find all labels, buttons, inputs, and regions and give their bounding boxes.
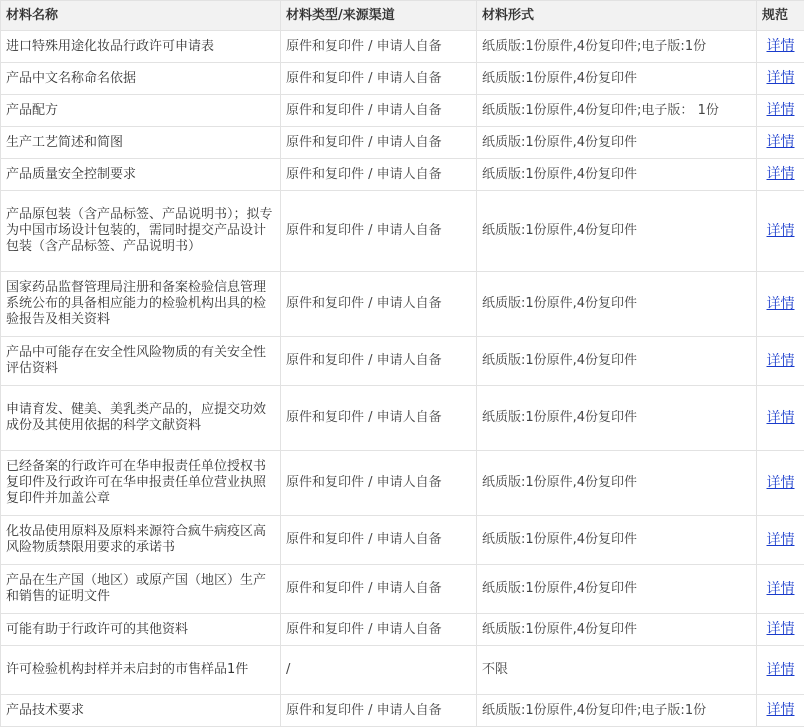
material-name: 产品技术要求	[1, 695, 281, 727]
material-name: 化妆品使用原料及原料来源符合疯牛病疫区高风险物质禁限用要求的承诺书	[1, 516, 281, 565]
material-form: 纸质版:1份原件,4份复印件;电子版： 1份	[477, 95, 757, 127]
table-row	[1, 451, 804, 516]
table-row	[1, 159, 804, 191]
material-form: 纸质版:1份原件,4份复印件	[477, 191, 757, 272]
spec-cell	[757, 272, 804, 337]
detail-link[interactable]: 详情	[767, 102, 795, 118]
table-row	[1, 646, 804, 695]
spec-cell	[757, 159, 804, 191]
spec-cell	[757, 516, 804, 565]
table-body	[1, 31, 804, 727]
material-form: 纸质版:1份原件,4份复印件	[477, 565, 757, 614]
material-type: /	[281, 646, 477, 695]
material-name: 申请育发、健美、美乳类产品的，应提交功效成份及其使用依据的科学文献资料	[1, 386, 281, 451]
detail-link[interactable]: 详情	[767, 353, 795, 369]
material-name: 产品中可能存在安全性风险物质的有关安全性评估资料	[1, 337, 281, 386]
material-type: 原件和复印件 / 申请人自备	[281, 159, 477, 191]
spec-cell	[757, 127, 804, 159]
material-name: 可能有助于行政许可的其他资料	[1, 614, 281, 646]
header-material-type: 材料类型/来源渠道	[281, 1, 477, 31]
table-row	[1, 272, 804, 337]
detail-link[interactable]: 详情	[767, 134, 795, 150]
spec-cell	[757, 646, 804, 695]
spec-cell	[757, 191, 804, 272]
material-name: 产品在生产国（地区）或原产国（地区）生产和销售的证明文件	[1, 565, 281, 614]
header-row	[1, 1, 804, 31]
material-type: 原件和复印件 / 申请人自备	[281, 31, 477, 63]
material-name: 生产工艺简述和简图	[1, 127, 281, 159]
material-type: 原件和复印件 / 申请人自备	[281, 95, 477, 127]
material-form: 纸质版:1份原件,4份复印件	[477, 63, 757, 95]
header-material-form: 材料形式	[477, 1, 757, 31]
material-name: 产品中文名称命名依据	[1, 63, 281, 95]
table-header	[1, 1, 804, 31]
detail-link[interactable]: 详情	[767, 296, 795, 312]
material-type: 原件和复印件 / 申请人自备	[281, 63, 477, 95]
material-type: 原件和复印件 / 申请人自备	[281, 272, 477, 337]
detail-link[interactable]: 详情	[767, 223, 795, 239]
material-type: 原件和复印件 / 申请人自备	[281, 516, 477, 565]
material-name: 国家药品监督管理局注册和备案检验信息管理系统公布的具备相应能力的检验机构出具的检验报告及相关资料	[1, 272, 281, 337]
detail-link[interactable]: 详情	[767, 70, 795, 86]
table-row	[1, 127, 804, 159]
material-name: 许可检验机构封样并未启封的市售样品1件	[1, 646, 281, 695]
table-row	[1, 63, 804, 95]
header-spec: 规范	[757, 1, 804, 31]
table-row	[1, 191, 804, 272]
table-row	[1, 695, 804, 727]
material-type: 原件和复印件 / 申请人自备	[281, 127, 477, 159]
material-type: 原件和复印件 / 申请人自备	[281, 614, 477, 646]
material-form: 纸质版:1份原件,4份复印件	[477, 386, 757, 451]
material-name: 产品质量安全控制要求	[1, 159, 281, 191]
spec-cell	[757, 695, 804, 727]
material-form: 纸质版:1份原件,4份复印件	[477, 614, 757, 646]
material-type: 原件和复印件 / 申请人自备	[281, 191, 477, 272]
material-form: 纸质版:1份原件,4份复印件	[477, 451, 757, 516]
material-form: 纸质版:1份原件,4份复印件	[477, 272, 757, 337]
detail-link[interactable]: 详情	[767, 38, 795, 54]
material-name: 进口特殊用途化妆品行政许可申请表	[1, 31, 281, 63]
material-type: 原件和复印件 / 申请人自备	[281, 451, 477, 516]
material-type: 原件和复印件 / 申请人自备	[281, 337, 477, 386]
detail-link[interactable]: 详情	[767, 410, 795, 426]
spec-cell	[757, 31, 804, 63]
material-form: 纸质版:1份原件,4份复印件	[477, 127, 757, 159]
spec-cell	[757, 337, 804, 386]
detail-link[interactable]: 详情	[767, 662, 795, 678]
material-form: 纸质版:1份原件,4份复印件	[477, 516, 757, 565]
spec-cell	[757, 95, 804, 127]
table-row	[1, 565, 804, 614]
material-type: 原件和复印件 / 申请人自备	[281, 695, 477, 727]
material-type: 原件和复印件 / 申请人自备	[281, 565, 477, 614]
table-row	[1, 337, 804, 386]
material-type: 原件和复印件 / 申请人自备	[281, 386, 477, 451]
spec-cell	[757, 565, 804, 614]
material-name: 已经备案的行政许可在华申报责任单位授权书复印件及行政许可在华申报责任单位营业执照复印件并加盖公章	[1, 451, 281, 516]
material-form: 纸质版:1份原件,4份复印件	[477, 337, 757, 386]
spec-cell	[757, 63, 804, 95]
detail-link[interactable]: 详情	[767, 532, 795, 548]
material-form: 纸质版:1份原件,4份复印件;电子版:1份	[477, 695, 757, 727]
detail-link[interactable]: 详情	[767, 581, 795, 597]
material-name: 产品原包装（含产品标签、产品说明书）；拟专为中国市场设计包装的，需同时提交产品设计包装（含产品标签、产品说明书）	[1, 191, 281, 272]
material-form: 纸质版:1份原件,4份复印件;电子版:1份	[477, 31, 757, 63]
header-material-name: 材料名称	[1, 1, 281, 31]
table-row	[1, 386, 804, 451]
detail-link[interactable]: 详情	[767, 166, 795, 182]
table-row	[1, 516, 804, 565]
detail-link[interactable]: 详情	[767, 621, 795, 637]
spec-cell	[757, 614, 804, 646]
material-form: 不限	[477, 646, 757, 695]
detail-link[interactable]: 详情	[767, 475, 795, 491]
table-row	[1, 614, 804, 646]
table-row	[1, 31, 804, 63]
spec-cell	[757, 451, 804, 516]
table-row	[1, 95, 804, 127]
material-form: 纸质版:1份原件,4份复印件	[477, 159, 757, 191]
spec-cell	[757, 386, 804, 451]
material-name: 产品配方	[1, 95, 281, 127]
detail-link[interactable]: 详情	[767, 702, 795, 718]
